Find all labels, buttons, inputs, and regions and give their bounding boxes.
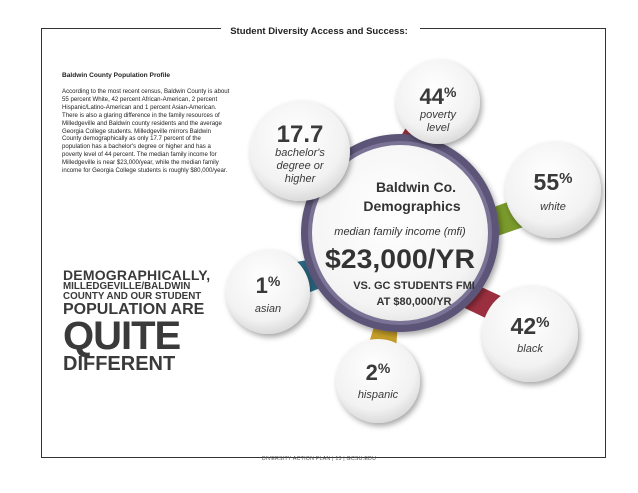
callout-line-6: DIFFERENT	[63, 353, 176, 376]
callout-line-4: POPULATION ARE	[63, 300, 205, 318]
bubble-white	[505, 142, 601, 238]
callout-line-5: QUITE	[63, 313, 181, 358]
bubble-hispanic	[336, 339, 420, 423]
black-label: black	[517, 343, 543, 355]
black-value: 42%	[510, 313, 550, 339]
center-title-line-2: Demographics	[363, 198, 461, 214]
income-label: median family income (mfi)	[334, 226, 466, 238]
bachelors-label-3: higher	[284, 173, 316, 185]
callout-line-3: COUNTY AND OUR STUDENT	[63, 290, 202, 302]
center-title-line-1: Baldwin Co.	[375, 179, 457, 195]
compare-line-2: AT $80,000/YR	[376, 296, 452, 308]
bubble-black	[482, 286, 578, 382]
bubble-asian-disc	[226, 250, 310, 334]
poverty-label-1: poverty	[419, 109, 457, 121]
bubble-poverty	[396, 60, 480, 144]
page-footer: DIVERSITY ACTION PLAN | 13 | GCSU.EDU	[261, 456, 377, 462]
callout-line-1: DEMOGRAPHICALLY,	[63, 267, 211, 283]
bachelors-value: 17.7	[276, 121, 324, 148]
page-title: Student Diversity Access and Success:	[230, 26, 408, 37]
profile-title: Baldwin County Population Profile	[62, 72, 171, 79]
bachelors-label-1: bachelor's	[275, 147, 325, 159]
poverty-value: 44%	[419, 84, 457, 109]
poverty-label-2: level	[426, 122, 450, 134]
white-label: white	[540, 201, 566, 213]
bubble-hispanic-disc	[336, 339, 420, 423]
asian-value: 1%	[255, 273, 281, 298]
income-value: $23,000/YR	[325, 244, 475, 274]
callout-line-2: MILLEDGEVILLE/BALDWIN	[63, 281, 191, 292]
bubble-asian	[226, 250, 310, 334]
asian-label: asian	[254, 303, 282, 315]
compare-line-1: VS. GC STUDENTS FMI	[353, 280, 475, 292]
bubble-bachelors	[250, 101, 350, 201]
white-value: 55%	[533, 169, 573, 195]
profile-body: According to the most recent census, Baldwin County is about 55 percent White, 42 percent African-American, 2 percent Hispanic/Latino-American and 1 percent Asian-American. There is also a glaring difference in the family resources of Milledgeville and Baldwin county residents and the average Georgia College students. Milledgeville mirrors Baldwin County demographically as only 17.7 percent of the population has a bachelor's degree or higher and has a poverty level of 44 percent. The median family income for Milledgeville is near $23,000/year, while the median family income for Georgia College students is roughly $80,000/year.	[62, 88, 230, 175]
hispanic-value: 2%	[365, 360, 391, 385]
bachelors-label-2: degree or	[276, 160, 324, 172]
hispanic-label: hispanic	[357, 389, 399, 401]
